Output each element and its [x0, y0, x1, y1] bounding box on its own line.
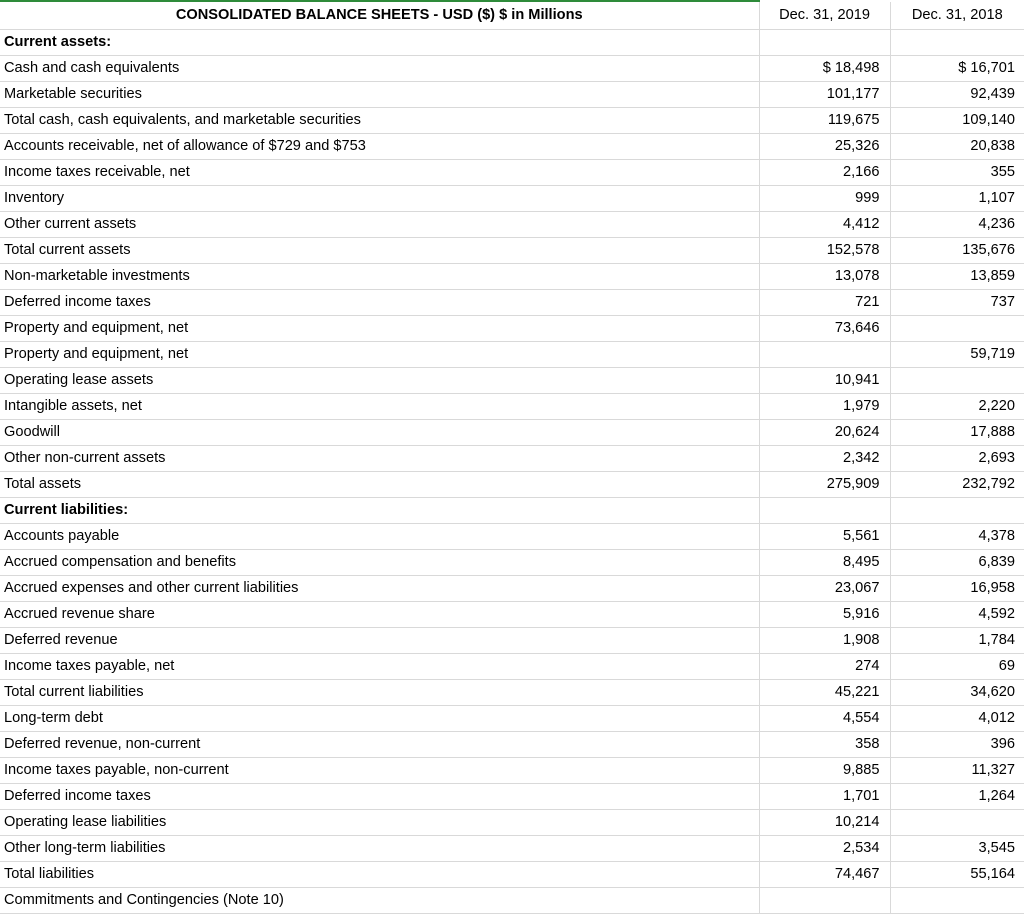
column-header-2018: Dec. 31, 2018	[890, 2, 1024, 29]
table-row	[0, 627, 1024, 653]
value-2018: 3,545	[890, 835, 1024, 861]
table-row	[0, 341, 1024, 367]
row-label: Current liabilities:	[0, 497, 759, 523]
value-2018: 17,888	[890, 419, 1024, 445]
value-2018: 109,140	[890, 107, 1024, 133]
row-label: Property and equipment, net	[0, 341, 759, 367]
value-2019: 13,078	[759, 263, 890, 289]
value-2019: 4,412	[759, 211, 890, 237]
value-2019: 4,554	[759, 705, 890, 731]
value-2018: 92,439	[890, 81, 1024, 107]
value-2019: 1,701	[759, 783, 890, 809]
value-2019: 2,534	[759, 835, 890, 861]
table-row	[0, 367, 1024, 393]
row-label: Accounts payable	[0, 523, 759, 549]
value-2019: 1,979	[759, 393, 890, 419]
row-label: Cash and cash equivalents	[0, 55, 759, 81]
value-2018: 11,327	[890, 757, 1024, 783]
value-2018: 69	[890, 653, 1024, 679]
value-2018: 396	[890, 731, 1024, 757]
table-row	[0, 471, 1024, 497]
value-2019: 358	[759, 731, 890, 757]
value-2018: 1,264	[890, 783, 1024, 809]
section-header-row	[0, 29, 1024, 55]
row-label: Operating lease liabilities	[0, 809, 759, 835]
value-2018: $ 16,701	[890, 55, 1024, 81]
row-label: Accrued compensation and benefits	[0, 549, 759, 575]
row-label: Other current assets	[0, 211, 759, 237]
row-label: Deferred income taxes	[0, 289, 759, 315]
value-2019: 119,675	[759, 107, 890, 133]
table-row	[0, 653, 1024, 679]
table-row	[0, 81, 1024, 107]
value-2018: 6,839	[890, 549, 1024, 575]
value-2019: 5,561	[759, 523, 890, 549]
value-2018: 4,378	[890, 523, 1024, 549]
value-2019: 999	[759, 185, 890, 211]
header-row	[0, 2, 1024, 29]
value-2018: 20,838	[890, 133, 1024, 159]
table-row	[0, 757, 1024, 783]
value-2018: 1,784	[890, 627, 1024, 653]
table-row	[0, 237, 1024, 263]
value-2019: 10,214	[759, 809, 890, 835]
row-label: Deferred revenue	[0, 627, 759, 653]
value-2018: 2,220	[890, 393, 1024, 419]
section-header-row	[0, 497, 1024, 523]
value-2019: 8,495	[759, 549, 890, 575]
value-2018: 232,792	[890, 471, 1024, 497]
value-2018: 16,958	[890, 575, 1024, 601]
value-2019	[759, 29, 890, 55]
table-title: CONSOLIDATED BALANCE SHEETS - USD ($) $ in Millions	[0, 2, 759, 29]
value-2019: 721	[759, 289, 890, 315]
row-label: Total current assets	[0, 237, 759, 263]
table-row	[0, 783, 1024, 809]
table-row	[0, 55, 1024, 81]
table-row	[0, 289, 1024, 315]
row-label: Accrued expenses and other current liabilities	[0, 575, 759, 601]
row-label: Income taxes receivable, net	[0, 159, 759, 185]
table-row	[0, 445, 1024, 471]
value-2018	[890, 809, 1024, 835]
row-label: Property and equipment, net	[0, 315, 759, 341]
table-row	[0, 393, 1024, 419]
row-label: Non-marketable investments	[0, 263, 759, 289]
value-2019: 5,916	[759, 601, 890, 627]
value-2019	[759, 497, 890, 523]
table-row	[0, 809, 1024, 835]
column-header-2019: Dec. 31, 2019	[759, 2, 890, 29]
table-row	[0, 107, 1024, 133]
table-row	[0, 705, 1024, 731]
value-2018: 4,012	[890, 705, 1024, 731]
value-2018	[890, 29, 1024, 55]
value-2019: 152,578	[759, 237, 890, 263]
row-label: Deferred revenue, non-current	[0, 731, 759, 757]
table-row	[0, 549, 1024, 575]
value-2019: 23,067	[759, 575, 890, 601]
row-label: Other non-current assets	[0, 445, 759, 471]
row-label: Total liabilities	[0, 861, 759, 887]
table-row	[0, 887, 1024, 913]
value-2018: 2,693	[890, 445, 1024, 471]
value-2019: 9,885	[759, 757, 890, 783]
value-2019: 2,342	[759, 445, 890, 471]
value-2019: 1,908	[759, 627, 890, 653]
row-label: Accrued revenue share	[0, 601, 759, 627]
value-2018	[890, 315, 1024, 341]
value-2019: 74,467	[759, 861, 890, 887]
row-label: Total assets	[0, 471, 759, 497]
value-2019: 25,326	[759, 133, 890, 159]
value-2018: 355	[890, 159, 1024, 185]
table-row	[0, 731, 1024, 757]
table-row	[0, 133, 1024, 159]
row-label: Total cash, cash equivalents, and marketable securities	[0, 107, 759, 133]
row-label: Inventory	[0, 185, 759, 211]
value-2018: 4,236	[890, 211, 1024, 237]
value-2019	[759, 341, 890, 367]
table-row	[0, 575, 1024, 601]
table-row	[0, 601, 1024, 627]
value-2018: 737	[890, 289, 1024, 315]
row-label: Total current liabilities	[0, 679, 759, 705]
table-row	[0, 861, 1024, 887]
table-row	[0, 185, 1024, 211]
value-2018: 135,676	[890, 237, 1024, 263]
row-label: Accounts receivable, net of allowance of $729 and $753	[0, 133, 759, 159]
value-2018: 55,164	[890, 861, 1024, 887]
value-2019: $ 18,498	[759, 55, 890, 81]
value-2018: 59,719	[890, 341, 1024, 367]
row-label: Income taxes payable, net	[0, 653, 759, 679]
row-label: Income taxes payable, non-current	[0, 757, 759, 783]
value-2018: 13,859	[890, 263, 1024, 289]
value-2019: 10,941	[759, 367, 890, 393]
value-2019: 274	[759, 653, 890, 679]
row-label: Other long-term liabilities	[0, 835, 759, 861]
value-2019	[759, 887, 890, 913]
table-row	[0, 263, 1024, 289]
row-label: Goodwill	[0, 419, 759, 445]
row-label: Long-term debt	[0, 705, 759, 731]
value-2019: 45,221	[759, 679, 890, 705]
table-row	[0, 315, 1024, 341]
value-2019: 2,166	[759, 159, 890, 185]
row-label: Operating lease assets	[0, 367, 759, 393]
value-2018: 1,107	[890, 185, 1024, 211]
table-row	[0, 159, 1024, 185]
balance-sheet-table	[0, 2, 1024, 914]
row-label: Current assets:	[0, 29, 759, 55]
value-2018	[890, 497, 1024, 523]
row-label: Intangible assets, net	[0, 393, 759, 419]
value-2018	[890, 367, 1024, 393]
value-2019: 101,177	[759, 81, 890, 107]
value-2018	[890, 887, 1024, 913]
value-2019: 20,624	[759, 419, 890, 445]
table-row	[0, 679, 1024, 705]
row-label: Commitments and Contingencies (Note 10)	[0, 887, 759, 913]
value-2019: 275,909	[759, 471, 890, 497]
value-2019: 73,646	[759, 315, 890, 341]
table-row	[0, 523, 1024, 549]
table-row	[0, 835, 1024, 861]
value-2018: 34,620	[890, 679, 1024, 705]
table-row	[0, 211, 1024, 237]
value-2018: 4,592	[890, 601, 1024, 627]
row-label: Deferred income taxes	[0, 783, 759, 809]
table-row	[0, 419, 1024, 445]
row-label: Marketable securities	[0, 81, 759, 107]
